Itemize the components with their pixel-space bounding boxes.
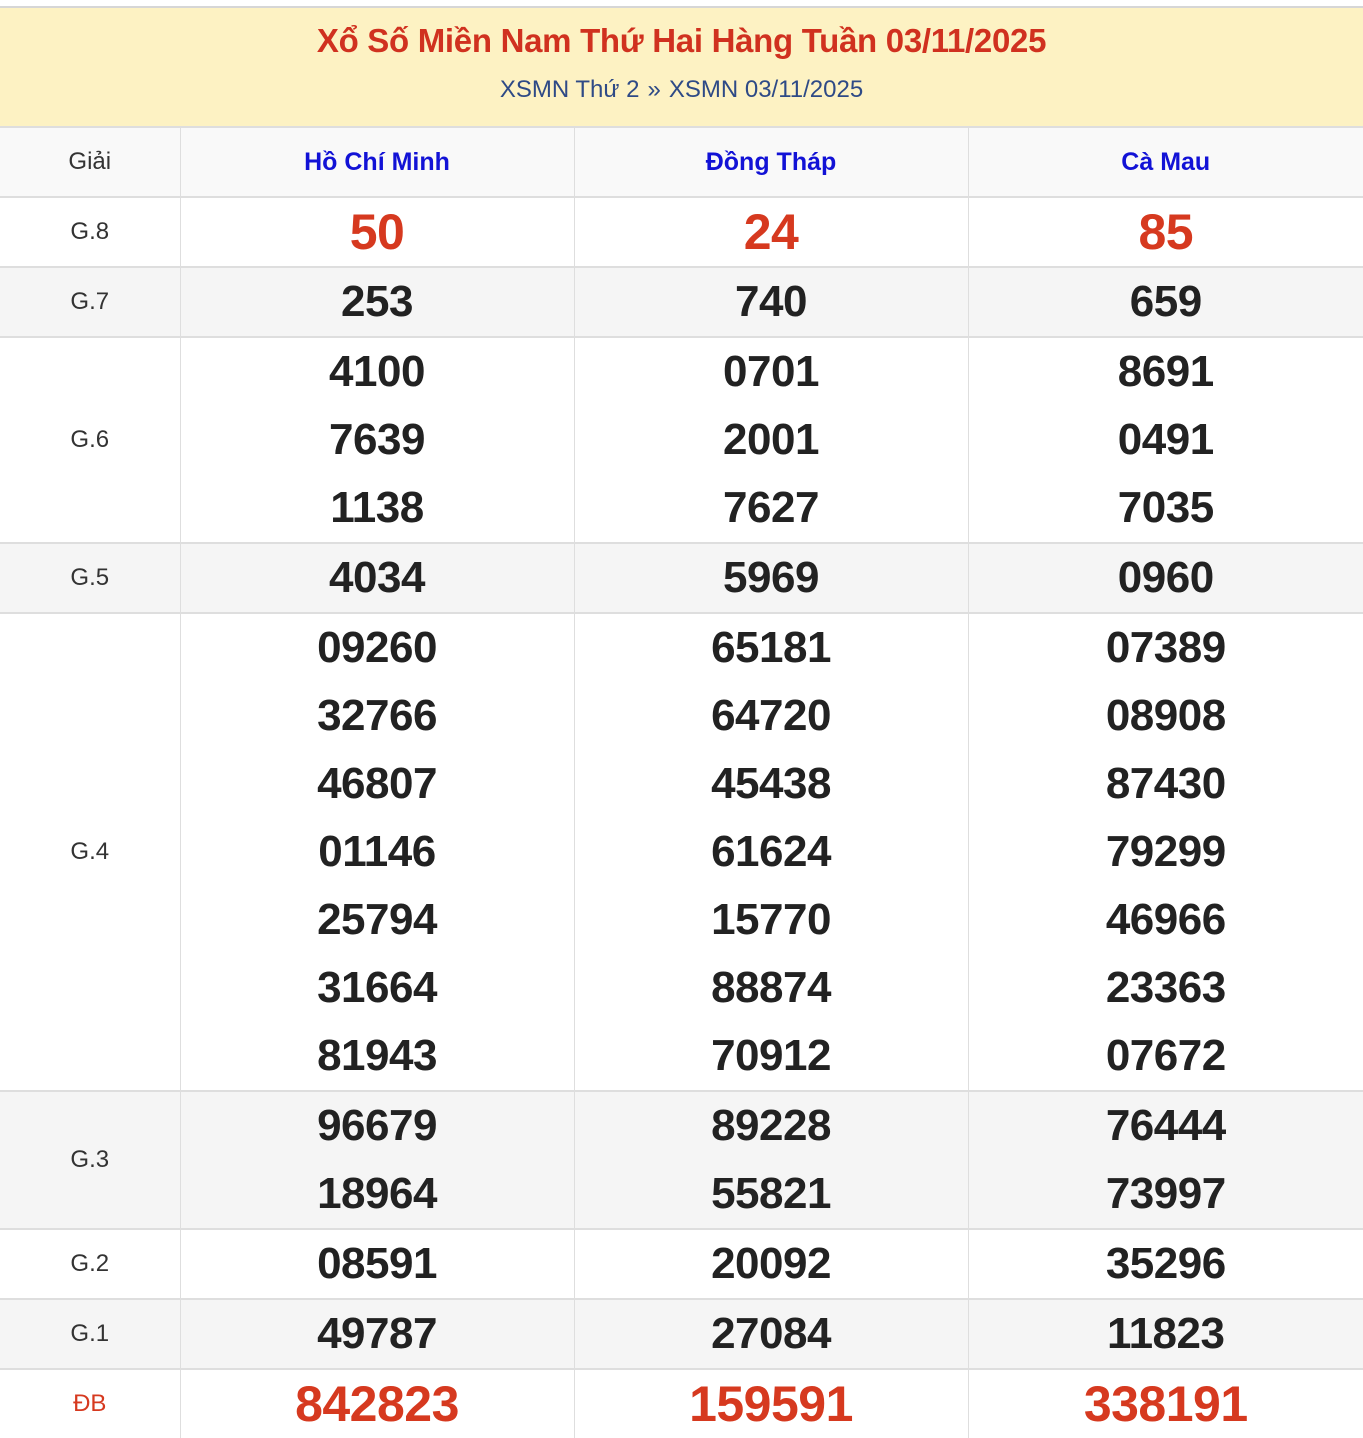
table-row [0,1299,1363,1369]
lottery-number: 659 [969,268,1363,336]
result-cell [574,543,968,613]
prize-label: G.6 [0,337,180,543]
table-row [0,1229,1363,1299]
result-cell [968,1229,1363,1299]
lottery-number: 09260 [181,614,574,682]
results-table [0,126,1363,1438]
result-cell [574,267,968,337]
breadcrumb-xsmn-date[interactable]: XSMN 03/11/2025 [669,76,863,104]
lottery-number: 4034 [181,544,574,612]
lottery-number: 15770 [575,886,968,954]
page-title: Xổ Số Miền Nam Thứ Hai Hàng Tuần 03/11/2025 [0,22,1363,60]
column-header-prize: Giải [0,127,180,197]
column-header-province[interactable]: Đồng Tháp [574,127,968,197]
table-row [0,1369,1363,1438]
lottery-number: 23363 [969,954,1363,1022]
lottery-number: 5969 [575,544,968,612]
prize-label: G.1 [0,1299,180,1369]
lottery-number: 8691 [969,338,1363,406]
lottery-number: 32766 [181,682,574,750]
result-cell [180,543,574,613]
lottery-number: 46807 [181,750,574,818]
result-cell [574,1229,968,1299]
lottery-number: 740 [575,268,968,336]
prize-label: G.8 [0,197,180,267]
lottery-number: 253 [181,268,574,336]
table-row [0,543,1363,613]
lottery-number: 46966 [969,886,1363,954]
lottery-number: 49787 [181,1300,574,1368]
breadcrumb-xsmn-thu-2[interactable]: XSMN Thứ 2 [500,76,640,104]
prize-label: G.7 [0,267,180,337]
lottery-number: 20092 [575,1230,968,1298]
result-cell [180,337,574,543]
result-cell [968,197,1363,267]
lottery-number: 159591 [575,1370,968,1438]
result-cell [968,337,1363,543]
lottery-number: 85 [969,198,1363,266]
lottery-number: 24 [575,198,968,266]
lottery-number: 76444 [969,1092,1363,1160]
prize-label: G.4 [0,613,180,1091]
lottery-number: 842823 [181,1370,574,1438]
results-header [0,8,1363,126]
lottery-number: 31664 [181,954,574,1022]
lottery-number: 7639 [181,406,574,474]
result-cell [574,613,968,1091]
lottery-number: 11823 [969,1300,1363,1368]
lottery-number: 96679 [181,1092,574,1160]
lottery-number: 50 [181,198,574,266]
table-row [0,1091,1363,1229]
lottery-number: 89228 [575,1092,968,1160]
result-cell [180,1369,574,1438]
result-cell [574,197,968,267]
lottery-number: 338191 [969,1370,1363,1438]
prize-label: G.3 [0,1091,180,1229]
result-cell [968,1091,1363,1229]
result-cell [574,1091,968,1229]
lottery-number: 61624 [575,818,968,886]
result-cell [968,613,1363,1091]
lottery-number: 79299 [969,818,1363,886]
result-cell [574,1369,968,1438]
table-row [0,197,1363,267]
lottery-number: 08908 [969,682,1363,750]
column-header-province[interactable]: Hồ Chí Minh [180,127,574,197]
lottery-number: 81943 [181,1022,574,1090]
lottery-number: 70912 [575,1022,968,1090]
breadcrumb [0,76,1363,104]
result-cell [180,1229,574,1299]
lottery-number: 25794 [181,886,574,954]
lottery-number: 0491 [969,406,1363,474]
prize-label: G.2 [0,1229,180,1299]
lottery-number: 0960 [969,544,1363,612]
result-cell [968,543,1363,613]
lottery-number: 88874 [575,954,968,1022]
table-header-row [0,127,1363,197]
result-cell [968,267,1363,337]
lottery-number: 35296 [969,1230,1363,1298]
result-cell [180,613,574,1091]
result-cell [574,1299,968,1369]
lottery-number: 4100 [181,338,574,406]
lottery-number: 18964 [181,1160,574,1228]
lottery-number: 55821 [575,1160,968,1228]
breadcrumb-separator: » [647,76,660,104]
result-cell [574,337,968,543]
table-row [0,267,1363,337]
table-row [0,613,1363,1091]
lottery-number: 1138 [181,474,574,542]
result-cell [968,1299,1363,1369]
lottery-number: 7627 [575,474,968,542]
lottery-number: 64720 [575,682,968,750]
result-cell [180,197,574,267]
result-cell [968,1369,1363,1438]
lottery-number: 01146 [181,818,574,886]
result-cell [180,1299,574,1369]
result-cell [180,1091,574,1229]
lottery-number: 65181 [575,614,968,682]
results-panel [0,6,1363,1438]
table-row [0,337,1363,543]
lottery-number: 07672 [969,1022,1363,1090]
lottery-number: 73997 [969,1160,1363,1228]
prize-label: ĐB [0,1369,180,1438]
lottery-number: 0701 [575,338,968,406]
lottery-number: 45438 [575,750,968,818]
prize-label: G.5 [0,543,180,613]
lottery-number: 2001 [575,406,968,474]
lottery-number: 7035 [969,474,1363,542]
lottery-number: 07389 [969,614,1363,682]
lottery-number: 27084 [575,1300,968,1368]
lottery-number: 08591 [181,1230,574,1298]
result-cell [180,267,574,337]
column-header-province[interactable]: Cà Mau [968,127,1363,197]
lottery-number: 87430 [969,750,1363,818]
